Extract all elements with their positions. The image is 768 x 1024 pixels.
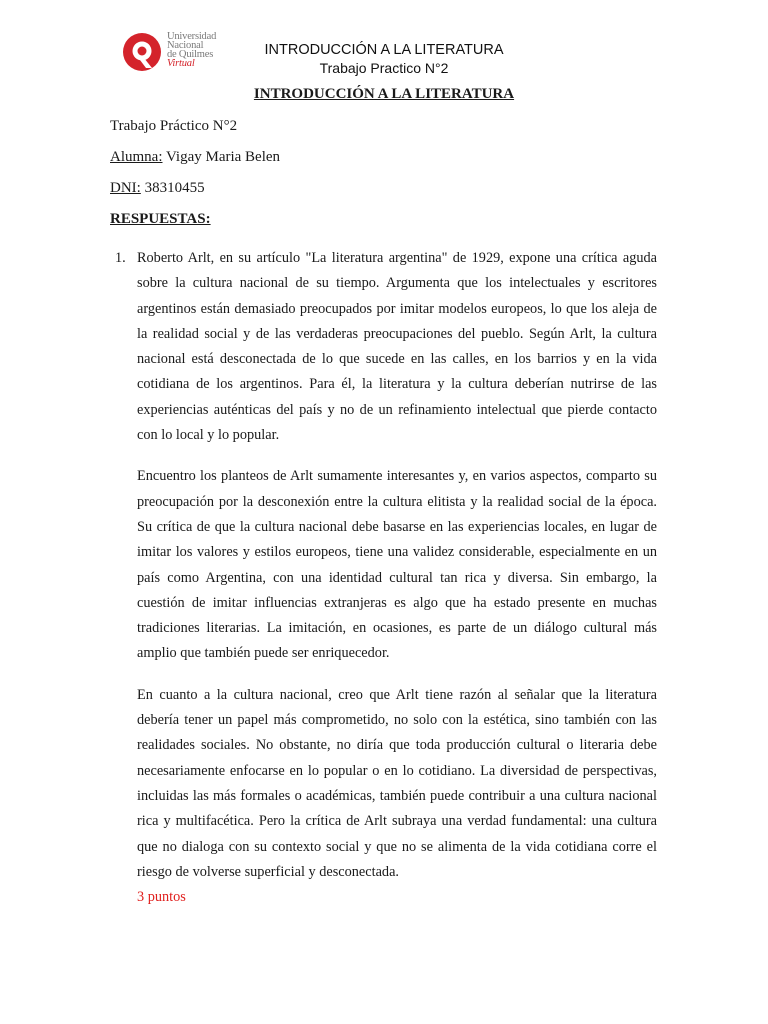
logo-line: Nacional <box>167 40 204 51</box>
student-label: Alumna: <box>110 149 163 165</box>
header-title <box>0 42 768 58</box>
student-name: Vigay Maria Belen <box>165 149 281 165</box>
logo-line: de Quilmes <box>167 49 214 60</box>
document-title: INTRODUCCIÓN A LA LITERATURA <box>253 86 515 102</box>
paragraph: En cuanto a la cultura nacional, creo que Arlt tiene razón al señalar que la literatura debería tener un papel más comprometido, no solo con la estética, sino también con las realidades sociales. No obstante, no diría que toda producción cultural o literaria debe necesariamente enfocarse en lo popular o en lo cotidiano. La diversidad de perspectivas, incluidas las más formales o académicas, también puede contribuir a una cultura nacional rica y multifacética. Pero la crítica de Arlt subraya una verdad fundamental: una cultura que no dialoga con su contexto social y que no se alimenta de la vida cotidiana corre el riesgo de volverse superficial y desconectada. <box>137 686 657 880</box>
logo-line-virtual: Virtual <box>167 58 195 69</box>
dni-value: 38310455 <box>144 180 205 196</box>
dni-label: DNI: <box>110 180 141 196</box>
dni-line <box>110 180 205 197</box>
header-subtitle: Trabajo Practico N°2 <box>319 60 449 76</box>
answers-heading: RESPUESTAS: <box>110 211 211 227</box>
logo-line: Universidad <box>167 31 217 42</box>
list-number: 1. <box>115 250 126 266</box>
header-title-text: INTRODUCCIÓN A LA LITERATURA <box>264 42 504 58</box>
student-line <box>110 149 280 166</box>
paragraph: Roberto Arlt, en su artículo "La literatura argentina" de 1929, expone una crítica aguda sobre la cultura nacional de su tiempo. Argumenta que los intelectuales y escritores argentinos están demasiado preocupados por imitar modelos europeos, lo que los aleja de la realidad social y de las verdaderas preocupaciones del pueblo. Según Arlt, la cultura nacional está desconectada de lo que sucede en las calles, en los barrios y en la vida cotidiana de los argentinos. Para él, la literatura y la cultura deberían nutrirse de las experiencias auténticas del país y no de un refinamiento intelectual que pierde contacto con lo local y lo popular. <box>137 250 657 444</box>
paragraph: Encuentro los planteos de Arlt sumamente interesantes y, en varios aspectos, comparto su preocupación por la desconexión entre la cultura elitista y la realidad social de la época. Su crítica de que la cultura nacional debe basarse en las experiencias locales, en lugar de imitar los valores y estilos europeos, tiene una validez considerable, especialmente en un país como Argentina, con una identidad cultural tan rica y diversa. Sin embargo, la cuestión de imitar influencias extranjeras es algo que ha estado presente en muchas tradiciones literarias. La imitación, en ocasiones, es parte de un diálogo cultural más amplio que también puede ser enriquecedor. <box>137 468 657 662</box>
work-title: Trabajo Práctico N°2 <box>110 118 238 134</box>
answer-body <box>137 246 657 910</box>
score-note: 3 puntos <box>137 889 186 906</box>
